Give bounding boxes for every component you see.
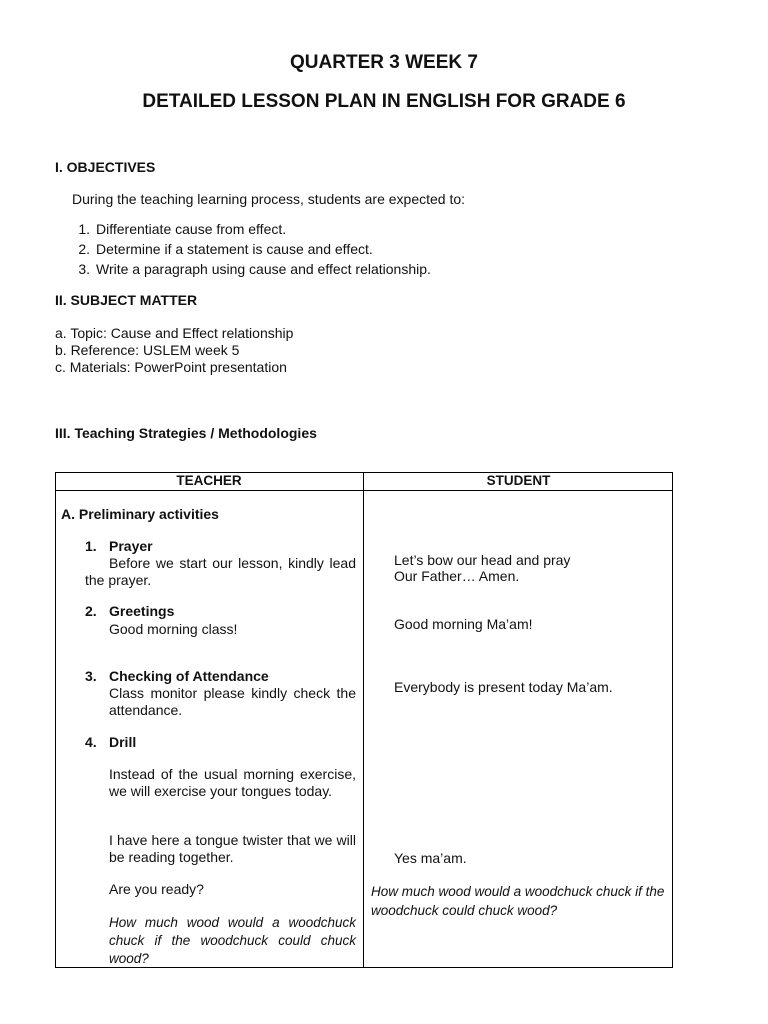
subject-materials: c. Materials: PowerPoint presentation	[55, 359, 287, 375]
prayer-student-text-2: Our Father… Amen.	[394, 568, 520, 584]
objectives-intro: During the teaching learning process, students are expected to:	[72, 191, 466, 207]
subject-matter-details	[55, 325, 293, 376]
document-title: DETAILED LESSON PLAN IN ENGLISH FOR GRADE 6	[142, 91, 626, 112]
attendance-title: Checking of Attendance	[109, 668, 269, 684]
objectives-heading: I. OBJECTIVES	[55, 159, 156, 175]
drill-teacher-tongue-twister: How much wood would a woodchuck chuck if the woodchuck could chuck wood?	[109, 915, 356, 966]
attendance-student-text: Everybody is present today Ma’am.	[394, 679, 613, 695]
objectives-list	[66, 219, 431, 279]
drill-title: Drill	[109, 734, 137, 750]
attendance-teacher-text: Class monitor please kindly check the attendance.	[109, 685, 356, 718]
prayer-student-text-1: Let’s bow our head and pray	[394, 552, 571, 568]
objective-item: 1. Differentiate cause from effect.	[78, 221, 287, 237]
teacher-column-header: TEACHER	[176, 473, 242, 488]
greetings-title: Greetings	[109, 603, 175, 619]
drill-student-tongue-twister: How much wood would a woodchuck chuck if the woodchuck could chuck wood?	[371, 884, 665, 918]
drill-number: 4.	[85, 734, 97, 750]
greetings-teacher-text: Good morning class!	[109, 621, 238, 637]
prayer-number: 1.	[85, 538, 97, 554]
greetings-student-text: Good morning Ma’am!	[394, 616, 533, 632]
objective-item: 3. Write a paragraph using cause and effect relationship.	[78, 261, 431, 277]
document-quarter-title: QUARTER 3 WEEK 7	[290, 52, 478, 73]
attendance-number: 3.	[85, 668, 97, 684]
prayer-teacher-text: Before we start our lesson, kindly lead the prayer.	[85, 555, 356, 588]
strategies-heading: III. Teaching Strategies / Methodologies	[55, 425, 317, 441]
subject-matter-heading: II. SUBJECT MATTER	[55, 292, 198, 308]
objective-item: 2. Determine if a statement is cause and effect.	[78, 241, 373, 257]
drill-teacher-text-2: I have here a tongue twister that we will be reading together.	[109, 832, 356, 865]
drill-teacher-text-3: Are you ready?	[109, 881, 204, 897]
greetings-number: 2.	[85, 603, 97, 619]
table-column-divider	[363, 472, 364, 968]
drill-teacher-text-1: Instead of the usual morning exercise, we will exercise your tongues today.	[109, 766, 356, 799]
subject-topic: a. Topic: Cause and Effect relationship	[55, 325, 294, 341]
prayer-title: Prayer	[109, 538, 153, 554]
subject-reference: b. Reference: USLEM week 5	[55, 342, 240, 358]
preliminary-activities-heading: A. Preliminary activities	[61, 506, 219, 522]
table-header-divider	[55, 490, 673, 491]
student-column-header: STUDENT	[486, 473, 551, 488]
drill-student-text-1: Yes ma’am.	[394, 850, 467, 866]
